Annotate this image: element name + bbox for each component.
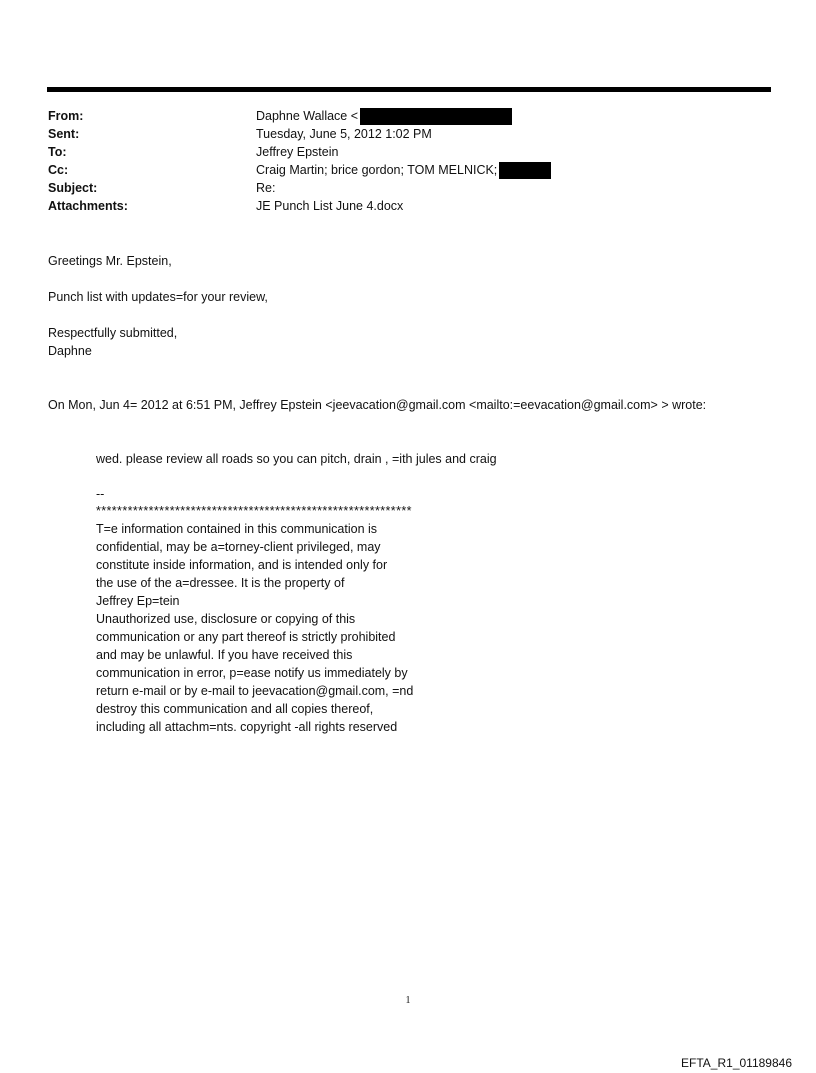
disclaimer-line: communication in error, p=ease notify us immediately by — [96, 666, 408, 680]
from-label: From: — [48, 109, 84, 123]
cc-value: Craig Martin; brice gordon; TOM MELNICK; — [256, 163, 498, 177]
document-id: EFTA_R1_01189846 — [681, 1056, 792, 1070]
header-rule — [47, 87, 771, 92]
cc-field — [256, 161, 551, 179]
disclaimer-line: communication or any part thereof is strictly prohibited — [96, 630, 396, 644]
cc-label: Cc: — [48, 163, 69, 177]
quoted-message: wed. please review all roads so you can pitch, drain , =ith jules and craig — [96, 452, 497, 466]
sent-label: Sent: — [48, 127, 80, 141]
from-value: Daphne Wallace < — [256, 109, 359, 123]
redaction-box — [499, 162, 551, 179]
disclaimer-line: confidential, may be a=torney-client privileged, may — [96, 540, 381, 554]
attachments-value[interactable]: JE Punch List June 4.docx — [256, 199, 404, 213]
disclaimer-line: including all attachm=nts. copyright -all rights reserved — [96, 720, 398, 734]
closing: Respectfully submitted, — [48, 326, 178, 340]
disclaimer-line: Jeffrey Ep=tein — [96, 594, 180, 608]
quote-intro: On Mon, Jun 4= 2012 at 6:51 PM, Jeffrey Epstein <jeevacation@gmail.com <mailto:=eevacation@gmail.com> > wrote: — [48, 398, 707, 412]
disclaimer-line: Unauthorized use, disclosure or copying of this — [96, 612, 356, 626]
signature-dash: -- — [96, 487, 105, 501]
asterisk-separator: ************************************************************ — [96, 504, 412, 518]
disclaimer-line: destroy this communication and all copies thereof, — [96, 702, 374, 716]
attachments-label: Attachments: — [48, 199, 128, 213]
to-value: Jeffrey Epstein — [256, 145, 339, 159]
greeting: Greetings Mr. Epstein, — [48, 254, 172, 268]
page-number: 1 — [405, 995, 411, 1006]
disclaimer-line: T=e information contained in this communication is — [96, 522, 378, 536]
from-field — [256, 107, 512, 125]
disclaimer-line: constitute inside information, and is intended only for — [96, 558, 388, 572]
redaction-box — [360, 108, 512, 125]
disclaimer-line: return e-mail or by e-mail to jeevacation@gmail.com, =nd — [96, 684, 414, 698]
sent-value: Tuesday, June 5, 2012 1:02 PM — [256, 127, 432, 141]
subject-label: Subject: — [48, 181, 98, 195]
disclaimer-line: and may be unlawful. If you have received this — [96, 648, 353, 662]
to-label: To: — [48, 145, 67, 159]
subject-value: Re: — [256, 181, 276, 195]
body-line: Punch list with updates=for your review, — [48, 290, 268, 304]
signature: Daphne — [48, 344, 92, 358]
disclaimer-line: the use of the a=dressee. It is the property of — [96, 576, 345, 590]
